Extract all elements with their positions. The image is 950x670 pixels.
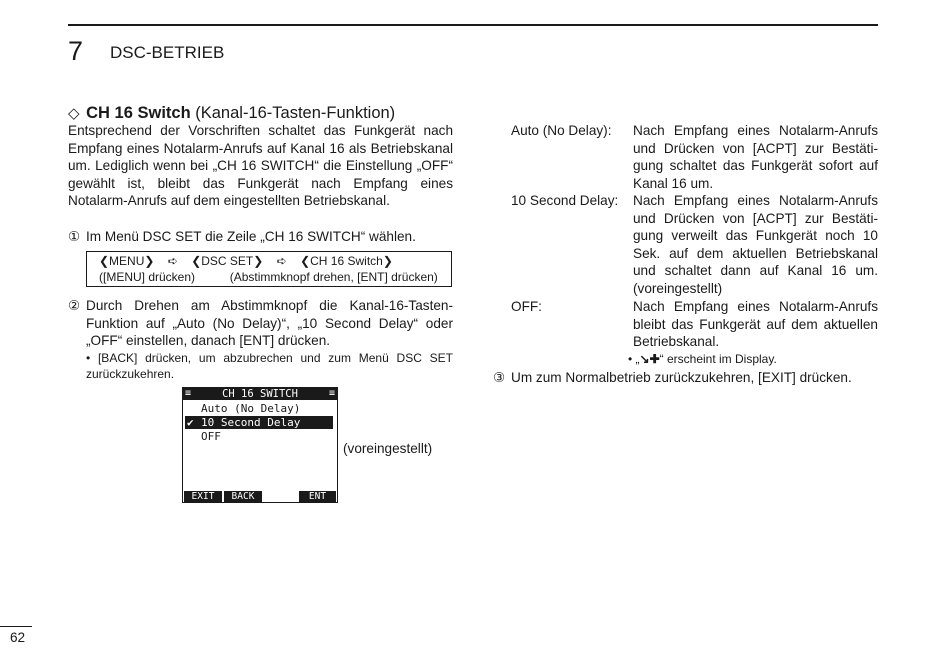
lcd-screen <box>182 387 338 503</box>
section-heading <box>68 103 395 124</box>
lcd-softkey-bar <box>183 491 337 502</box>
step-2 <box>68 297 453 349</box>
chapter-number: 7 <box>68 36 84 66</box>
menu-note: ([MENU] drücken) <box>99 270 196 284</box>
dial-note: (Abstimmknopf drehen, [ENT] drücken) <box>229 270 438 284</box>
lcd-option-off: OFF <box>201 430 221 443</box>
section-title-bold: CH 16 Switch <box>86 104 191 122</box>
lcd-title: CH 16 SWITCH <box>183 388 337 400</box>
scroll-icon: ≡ <box>185 388 192 399</box>
default-note: (voreingestellt) <box>343 441 433 456</box>
dsc-set-key: ❮DSC SET❯ <box>191 254 264 268</box>
exit-softkey: EXIT <box>184 491 222 502</box>
lcd-option-label: 10 Second Delay <box>201 416 301 429</box>
step-1-text: Im Menü DSC SET die Zeile „CH 16 SWITCH“ wählen. <box>86 229 416 244</box>
diamond-icon: ◇ <box>68 105 80 122</box>
display-icon-note-prefix: • „ <box>628 352 640 366</box>
step-3 <box>493 369 852 387</box>
ch16-switch-key: ❮CH 16 Switch❯ <box>300 254 393 268</box>
chapter-title: DSC-BETRIEB <box>110 43 225 62</box>
step-3-text: Um zum Normalbetrieb zurückzukehren, [EXIT] drücken. <box>511 370 852 385</box>
display-icon-note <box>628 352 777 367</box>
key-sequence-box <box>86 251 452 287</box>
definition-desc-off: Nach Empfang eines Notalarm-Anrufs bleibt das Funkgerät auf dem aktuellen Betriebskanal. <box>633 299 878 350</box>
distress-channel-icon: ↘✚ <box>639 352 660 366</box>
checkmark-icon: ✔ <box>187 416 194 429</box>
step-3-number: ③ <box>493 370 506 385</box>
definition-term-auto: Auto (No Delay): <box>511 123 612 138</box>
section-title-rest: (Kanal-16-Tasten-Funktion) <box>190 104 396 122</box>
definition-desc-10-second: Nach Empfang eines Notalarm-Anrufs und Drücken von [ACPT] zur Bestätigung verweilt das Funkgerät noch 10 Sek. auf dem aktuellen Betriebskanal und schaltet dann auf Kanal 16 um. (voreingestellt) <box>633 193 878 296</box>
footer-rule <box>0 626 32 627</box>
menu-key: ❮MENU❯ <box>99 254 155 268</box>
step-1-number: ① <box>68 229 81 244</box>
key-sequence-notes <box>99 270 438 285</box>
step-2-text: Durch Drehen am Abstimmknopf die Kanal-16-Tasten-Funktion auf „Auto (No Delay)“, „10 Second Delay“ oder „OFF“ einstellen, danach [ENT] drücken. <box>86 298 453 349</box>
arrow-icon: ➪ <box>167 254 178 268</box>
page-number: 62 <box>10 630 26 645</box>
definition-term-10-second: 10 Second Delay: <box>511 193 619 208</box>
step-2-number: ② <box>68 298 81 313</box>
display-icon-note-suffix: “ erscheint im Display. <box>659 352 777 366</box>
step-1 <box>68 228 453 246</box>
key-sequence <box>99 254 393 269</box>
scroll-icon: ≡ <box>328 388 335 399</box>
header-rule <box>68 24 878 26</box>
intro-paragraph: Entsprechend der Vorschriften schaltet das Funkgerät nach Empfang eines Notalarm-Anrufs auf Kanal 16 als Betriebskanal um. Lediglich wenn bei „CH 16 SWITCH“ die Einstellung „OFF“ gewählt ist, bleibt das Funkgerät nach Empfang eines Notalarm-Anrufs auf dem eingestellten Betriebskanal. <box>68 123 453 209</box>
ent-softkey: ENT <box>299 491 336 502</box>
back-note: • [BACK] drücken, um abzubrechen und zum Menü DSC SET zurückzukehren. <box>86 351 453 381</box>
lcd-option-10-second-delay <box>185 416 333 429</box>
arrow-icon: ➪ <box>276 254 287 268</box>
back-softkey: BACK <box>224 491 262 502</box>
lcd-option-auto: Auto (No Delay) <box>201 402 301 415</box>
definition-term-off: OFF: <box>511 299 542 314</box>
definition-desc-auto: Nach Empfang eines Notalarm-Anrufs und Drücken von [ACPT] zur Bestätigung schaltet das Funkgerät sofort auf Kanal 16 um. <box>633 123 878 191</box>
